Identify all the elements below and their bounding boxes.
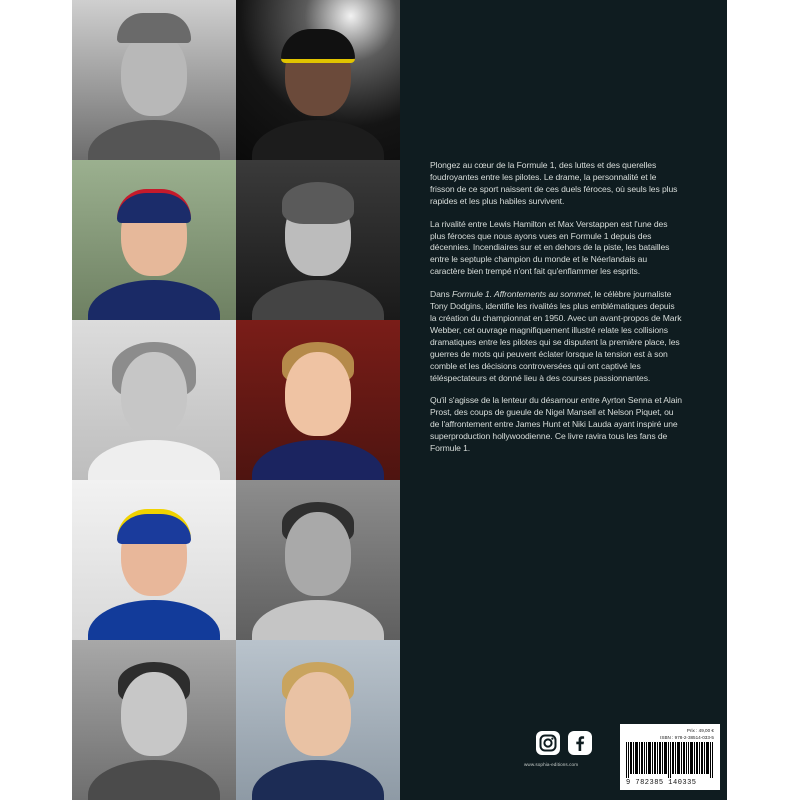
photo-10 bbox=[236, 640, 400, 800]
facebook-icon[interactable] bbox=[568, 731, 592, 755]
photo-5 bbox=[72, 320, 236, 480]
publisher-website[interactable]: www.sophia-editions.com bbox=[524, 762, 579, 767]
description-paragraph-1: Plongez au cœur de la Formule 1, des luttes et des querelles foudroyantes entre les pilotes. Le drame, la personnalité et le frisson de ce sport naissent de ces duels féroces, où seuls les plus rapides et les plus habiles survivent. bbox=[430, 160, 678, 206]
photo-7 bbox=[72, 480, 236, 640]
back-cover-description bbox=[430, 160, 682, 466]
photo-9 bbox=[72, 640, 236, 800]
barcode-label bbox=[620, 724, 720, 790]
photo-2 bbox=[236, 0, 400, 160]
book-title-italic: Formule 1. Affrontements au sommet bbox=[451, 289, 591, 300]
photo-grid bbox=[72, 0, 400, 800]
photo-1 bbox=[72, 0, 236, 160]
photo-3 bbox=[72, 160, 236, 320]
social-icons bbox=[536, 730, 592, 756]
description-paragraph-4: Qu'il s'agisse de la lenteur du désamour entre Ayrton Senna et Alain Prost, des coups de gueule de Nigel Mansell et Nelson Piquet, ou de l'affrontement entre James Hunt et Niki Lauda ayant inspiré une superproduction hollywoodienne. Ce livre ravira tous les fans de Formule 1. bbox=[430, 395, 682, 454]
instagram-icon[interactable] bbox=[536, 731, 560, 755]
isbn-label: ISBN : 978-2-38514-033-5 bbox=[660, 735, 714, 740]
price-label: Prix : 49,00 € bbox=[686, 728, 714, 733]
book-back-cover bbox=[72, 0, 727, 800]
description-paragraph-3 bbox=[430, 289, 682, 384]
photo-8 bbox=[236, 480, 400, 640]
barcode-bars bbox=[626, 742, 714, 778]
paragraph-3-lead: Dans bbox=[430, 289, 452, 300]
photo-6 bbox=[236, 320, 400, 480]
paragraph-3-rest: , le célèbre journaliste Tony Dodgins, identifie les rivalités les plus emblématiques depuis la création du championnat en 1950. Avec un avant-propos de Mark Webber, cet ouvrage magnifiquement illustré relate les collisions dramatiques entre les pilotes qui se disputent la première place, les guerres de mots qui peuvent éclater lorsque la tension est à son comble et les décisions controversées qui ont captivé les téléspectateurs et donné lieu à des courses passionnantes. bbox=[430, 289, 682, 383]
photo-4 bbox=[236, 160, 400, 320]
description-paragraph-2: La rivalité entre Lewis Hamilton et Max Verstappen est l'une des plus féroces que nous ayons vues en Formule 1 depuis des décennies. Incendiaires sur et en dehors de la piste, les batailles entre le septuple champion du monde et le Néerlandais au caractère bien trempé n'ont fait qu'enflammer les esprits. bbox=[430, 218, 670, 277]
barcode-number: 9 782385 140335 bbox=[626, 779, 697, 787]
